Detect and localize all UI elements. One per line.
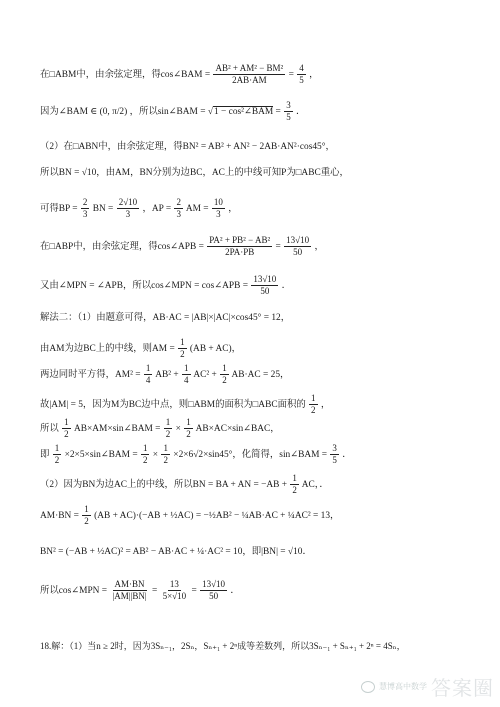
line-1: 在□ABM中，由余弦定理，得cos∠BAM = $\frac{\text{AB² + AM² − BM²}}{2AB\cdot AM}$ = $\frac{4}{5}$ ，: [40, 63, 319, 86]
wechat-icon: [361, 681, 375, 693]
line-12: 所以 $\frac{1}{2}$ AB×AM×sin∠BAM = $\frac{1}{2}$ × $\frac{1}{2}$ AB×AC×sin∠BAC，: [40, 417, 280, 440]
line-3: （2）在□ABN中，由余弦定理，得BN² = AB² + AN² − 2AB·AN²·cos45°，: [40, 142, 335, 152]
line-13: 即 $\frac{1}{2}$ ×2×5×sin∠BAM = $\frac{1}{2}$ × $\frac{1}{2}$ ×2×6√2×sin45°，化简得，sin∠BAM = $\frac{3}{5}$ ．: [40, 443, 352, 466]
line-10: 两边同时平方得，AM² = $\frac{1}{4}$ AB² + $\frac{1}{4}$ AC² + $\frac{1}{2}$ AB·AC = 25，: [40, 363, 290, 386]
line-18: 18.解：（1）当n ≥ 2时，因为3Sₙ₋₁，2Sₙ，Sₙ₊₁ + 2ⁿ成等差数列，所以3Sₙ₋₁ + Sₙ₊₁ + 2ⁿ = 4Sₙ，: [40, 641, 406, 651]
watermark: [361, 672, 494, 701]
sqrt-expression: 1 − cos²∠BAM: [214, 107, 274, 118]
line-11: 故|AM| = 5，因为M为BC边中点，则□ABM的面积为□ABC面积的 $\frac{1}{2}$ ，: [40, 393, 331, 416]
line-14: （2）因为BN为边AC上的中线，所以BN = BA + AN = −AB + $\frac{1}{2}$ AC，．: [40, 473, 329, 496]
line-15: AM·BN = $\frac{1}{2}$ (AB + AC)·(−AB + ½AC) = −½AB² − ¼AB·AC + ¼AC² = 13，: [40, 504, 340, 527]
fraction: $\frac{\text{AB² + AM² − BM²}}{2AB\cdot AM}$: [215, 63, 284, 86]
watermark-logo: 答案圈: [431, 676, 494, 700]
fraction: $\frac{3}{5}$: [286, 100, 291, 123]
fraction: $\frac{4}{5}$: [299, 63, 304, 86]
line-7: 又由∠MPN = ∠APB，所以cos∠MPN = cos∠APB = $\frac{13√10}{50}$ ．: [40, 274, 292, 297]
line-17: 所以cos∠MPN = $\frac{AM\cdot BN}{|AM||BN|}$ = $\frac{13}{5\times√10}$ = $\frac{13√10}{50}$ ．: [40, 579, 240, 602]
line-4: 所以BN = √10，由AM，BN分别为边BC，AC上的中线可知P为□ABC重心，: [40, 168, 349, 178]
line-9: 由AM为边BC上的中线，则AM = $\frac{1}{2}$ (AB + AC)，: [40, 337, 242, 360]
line-5: 可得BP = $\frac{2}{3}$ BN = $\frac{2√10}{3}$ ，AP = $\frac{2}{3}$ AM = $\frac{10}{3}$ ，: [40, 197, 238, 220]
line-2: 因为∠BAM ∈ (0, π/2) ，所以sin∠BAM = √1 − cos²∠BAM = $\frac{3}{5}$ ．: [40, 100, 306, 123]
line-6: 在□ABP中，由余弦定理，得cos∠APB = $\frac{\text{PA² + PB² − AB²}}{2PA\cdot PB}$ = $\frac{13√10}{50}$ ，: [40, 235, 324, 258]
line-8: 解法二：（1）由题意可得，AB·AC = |AB|×|AC|×cos45° = 12，: [40, 313, 291, 323]
line-16: BN² = (−AB + ½AC)² = AB² − AB·AC + ¼·AC² = 10，即|BN| = √10．: [40, 547, 312, 557]
watermark-text: 慧博高中数学: [379, 682, 427, 691]
